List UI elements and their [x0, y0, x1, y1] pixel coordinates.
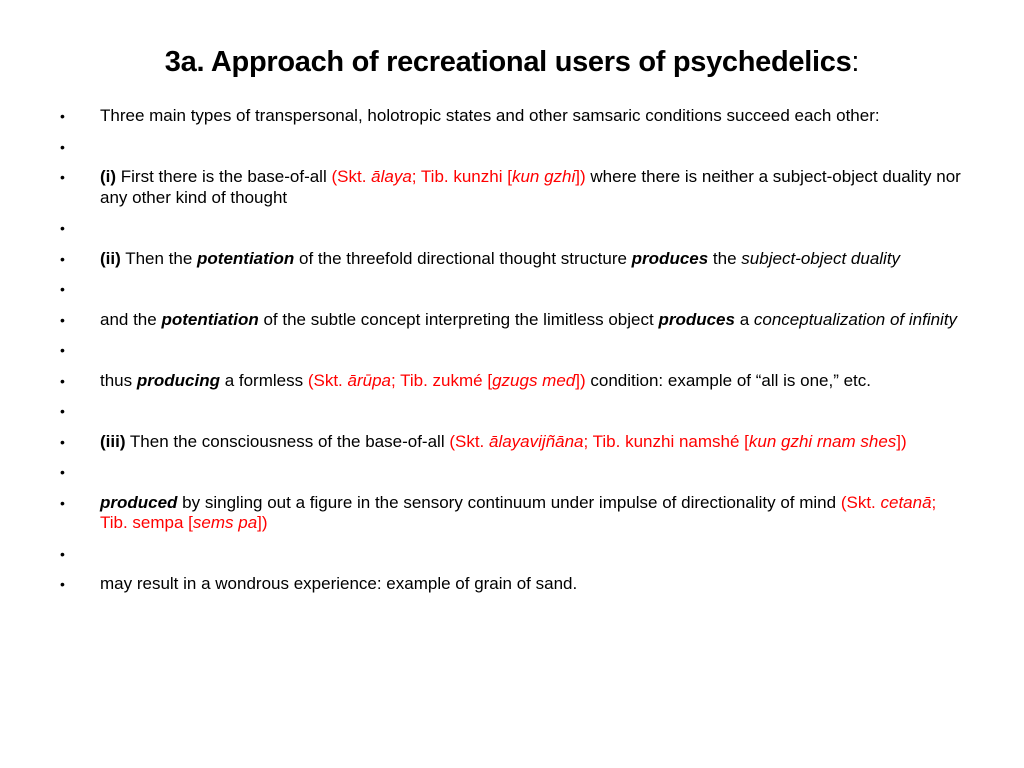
bullet-item — [0, 574, 1024, 595]
term-middle: ; Tib. zukmé [ — [390, 370, 493, 390]
bullet-item — [0, 493, 1024, 534]
slide-title — [0, 40, 1024, 84]
slide-title-colon: : — [851, 46, 860, 78]
bullet-text: of the threefold directional thought structure — [294, 248, 632, 268]
term-italic: ālayavijñāna — [489, 431, 584, 451]
term-italic: ārūpa — [347, 370, 391, 390]
term-middle: ; Tib. sempa [ — [100, 492, 937, 532]
sanskrit-term — [449, 432, 906, 451]
bullet-text: may result in a wondrous experience: example of grain of sand. — [100, 574, 578, 593]
bullet-item — [0, 310, 1024, 331]
bullet-item-empty — [0, 137, 1024, 158]
bullet-glyph: • — [60, 138, 65, 155]
bullet-text-italic: conceptualization of infinity — [753, 309, 958, 329]
term-suffix: ]) — [257, 513, 268, 532]
bullet-item-empty — [0, 462, 1024, 483]
bullet-glyph: • — [60, 433, 65, 450]
bullet-text: where there is neither a subject-object duality nor any other kind of thought — [100, 167, 961, 207]
bullet-glyph: • — [60, 169, 65, 185]
bullet-glyph: • — [60, 250, 65, 267]
bullet-item-empty — [0, 401, 1024, 422]
bullet-text: of the subtle concept interpreting the limitless object — [258, 309, 659, 329]
bullet-glyph: • — [60, 464, 65, 480]
bullet-text: Three main types of transpersonal, holotropic states and other samsaric conditions succeed each other: — [100, 106, 880, 125]
bullet-glyph: • — [60, 494, 65, 511]
term-prefix: (Skt. — [331, 167, 372, 186]
bullet-item — [0, 432, 1024, 453]
bullet-item-empty — [0, 218, 1024, 239]
bullet-text: First there is the base-of-all — [116, 167, 332, 186]
sanskrit-term — [331, 167, 585, 186]
term-prefix: (Skt. — [307, 370, 348, 390]
bullet-glyph: • — [60, 576, 65, 592]
bullet-text-bold: (ii) — [100, 248, 121, 268]
bullet-glyph: • — [60, 342, 65, 358]
bullet-item-empty — [0, 340, 1024, 361]
bullet-item-empty — [0, 544, 1024, 565]
sanskrit-term — [308, 371, 586, 390]
bullet-text-bold-italic: produces — [631, 248, 709, 268]
bullet-text-bold: (i) — [100, 167, 117, 186]
bullet-text: condition: example of “all is one,” etc. — [585, 370, 872, 390]
term-italic: kun gzhi rnam shes — [748, 431, 897, 451]
bullet-glyph: • — [60, 281, 65, 297]
bullet-text: a formless — [219, 370, 308, 390]
bullet-text-italic: subject-object duality — [741, 248, 901, 268]
bullet-text-bold-italic: produced — [100, 492, 178, 512]
bullet-glyph: • — [60, 372, 65, 389]
bullet-glyph: • — [60, 545, 65, 562]
bullet-glyph: • — [60, 108, 65, 124]
bullet-item — [0, 371, 1024, 392]
bullet-text-bold-italic: potentiation — [161, 309, 259, 329]
term-italic: cetanā — [880, 492, 932, 512]
bullet-text-bold-italic: potentiation — [197, 248, 295, 268]
term-suffix: ]) — [575, 167, 586, 186]
term-prefix: (Skt. — [449, 431, 489, 451]
bullet-text: a — [734, 309, 754, 329]
bullet-item — [0, 106, 1024, 127]
term-italic: kun gzhi — [511, 167, 576, 186]
term-italic: gzugs med — [492, 370, 576, 390]
bullet-glyph: • — [60, 311, 65, 328]
bullet-text: Then the — [120, 248, 198, 268]
bullet-text: thus — [100, 370, 137, 390]
bullet-item-empty — [0, 279, 1024, 300]
bullet-text: and the — [100, 309, 162, 329]
bullet-list — [0, 106, 1024, 595]
bullet-text-bold: (iii) — [100, 431, 126, 451]
bullet-text-bold-italic: producing — [136, 370, 220, 390]
term-prefix: (Skt. — [840, 492, 881, 512]
bullet-item — [0, 167, 1024, 208]
term-suffix: ]) — [575, 370, 586, 390]
term-italic: sems pa — [192, 513, 258, 532]
bullet-text: by singling out a figure in the sensory continuum under impulse of directionality of mind — [177, 492, 841, 512]
term-middle: ; Tib. kunzhi namshé [ — [583, 431, 749, 451]
bullet-text: the — [708, 248, 742, 268]
bullet-glyph: • — [60, 403, 65, 419]
bullet-glyph: • — [60, 220, 65, 236]
slide-title-text: 3a. Approach of recreational users of psychedelics — [164, 46, 852, 78]
term-suffix: ]) — [896, 431, 907, 451]
bullet-text: Then the consciousness of the base-of-all — [125, 431, 450, 451]
term-italic: ālaya — [371, 167, 412, 186]
bullet-item — [0, 249, 1024, 270]
term-middle: ; Tib. kunzhi [ — [411, 167, 512, 186]
bullet-text-bold-italic: produces — [658, 309, 735, 329]
